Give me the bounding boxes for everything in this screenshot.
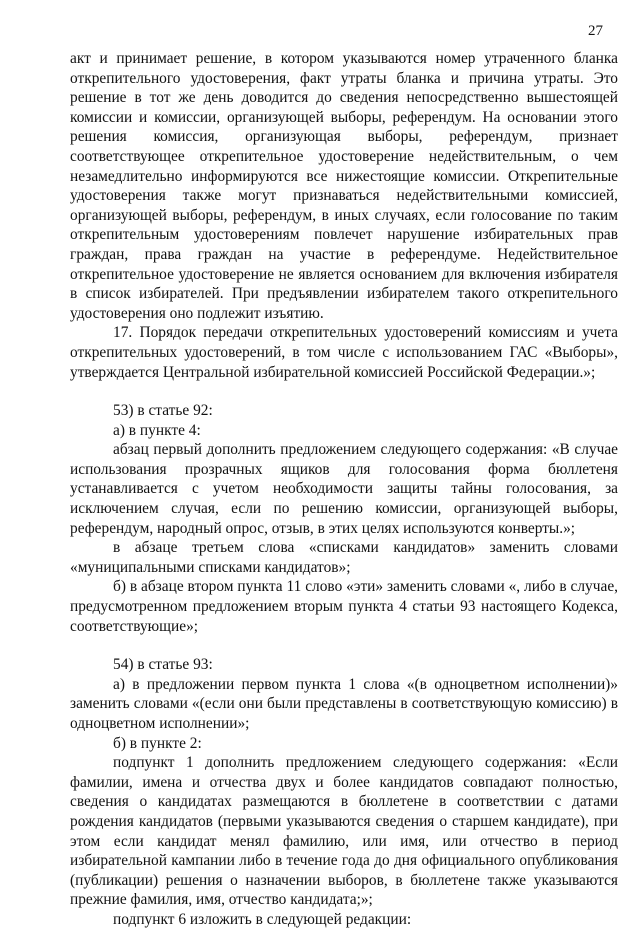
document-body bbox=[70, 49, 618, 930]
page-number: 27 bbox=[588, 23, 603, 39]
paragraph-item-54: 54) в статье 93: bbox=[113, 656, 213, 674]
paragraph-gap bbox=[70, 636, 618, 655]
paragraph-gap bbox=[70, 382, 618, 401]
paragraph-item-53-b: б) в абзаце втором пункта 11 слово «эти» заменить словами «, либо в случае, предусмотренном предложением вторым пункта 4 статьи 93 настоящего Кодекса, соответствующие»; bbox=[70, 578, 618, 635]
paragraph-item-53-a: а) в пункте 4: bbox=[113, 421, 201, 439]
paragraph-item-53-a-third: в абзаце третьем слова «списками кандидатов» заменить словами «муниципальными списками кандидатов»; bbox=[70, 539, 618, 576]
paragraph-item-54-a: а) в предложении первом пункта 1 слова «(в одноцветном исполнении)» заменить словами «(если они были представлены в соответствующую комиссию) в одноцветном исполнении»; bbox=[70, 675, 618, 732]
paragraph-item-54-b: б) в пункте 2: bbox=[113, 734, 202, 752]
paragraph-continuation: акт и принимает решение, в котором указываются номер утраченного бланка открепительного удостоверения, факт утраты бланка и причина утраты. Это решение в тот же день доводится до сведения непосредственно вышестоящей комиссии и комиссии, организующей выборы, референдум. На основании этого решения комиссия, организующая выборы, референдум, признает соответствующее открепительное удостоверение недействительным, о чем незамедлительно информируются все нижестоящие комиссии. Открепительные удостоверения также могут признаваться недействительными комиссией, организующей выборы, референдум, в иных случаях, если голосование по таким открепительным удостоверениям повлечет нарушение избирательных прав граждан, права граждан на участие в референдуме. Недействительное открепительное удостоверение не является основанием для включения избирателя в список избирателей. При предъявлении избирателем такого открепительного удостоверения оно подлежит изъятию. bbox=[70, 50, 618, 322]
paragraph-item-17: 17. Порядок передачи открепительных удостоверений комиссиям и учета открепительных удостоверений, в том числе с использованием ГАС «Выборы», утверждается Центральной избирательной комиссией Российской Федерации.»; bbox=[70, 324, 618, 381]
paragraph-item-53: 53) в статье 92: bbox=[113, 402, 213, 420]
paragraph-subitem-1: подпункт 1 дополнить предложением следующего содержания: «Если фамилии, имена и отчества двух и более кандидатов совпадают полностью, сведения о кандидатах размещаются в бюллетене в соответствии с датами рождения кандидатов (первыми указываются сведения о старшем кандидате), при этом если кандидат менял фамилию, или имя, или отчество в период избирательной кампании либо в течение года до дня официального опубликования (публикации) решения о назначении выборов, в бюллетене также указываются прежние фамилия, имя, отчество кандидата;»; bbox=[70, 754, 618, 909]
paragraph-item-53-a-first: абзац первый дополнить предложением следующего содержания: «В случае использования прозрачных ящиков для голосования форма бюллетеня устанавливается с учетом необходимости защиты тайны голосования, за исключением случая, если по решению комиссии, организующей выборы, референдум, народный опрос, отзыв, в этих целях используются конверты.»; bbox=[70, 441, 618, 537]
paragraph-subitem-6: подпункт 6 изложить в следующей редакции: bbox=[113, 910, 412, 928]
